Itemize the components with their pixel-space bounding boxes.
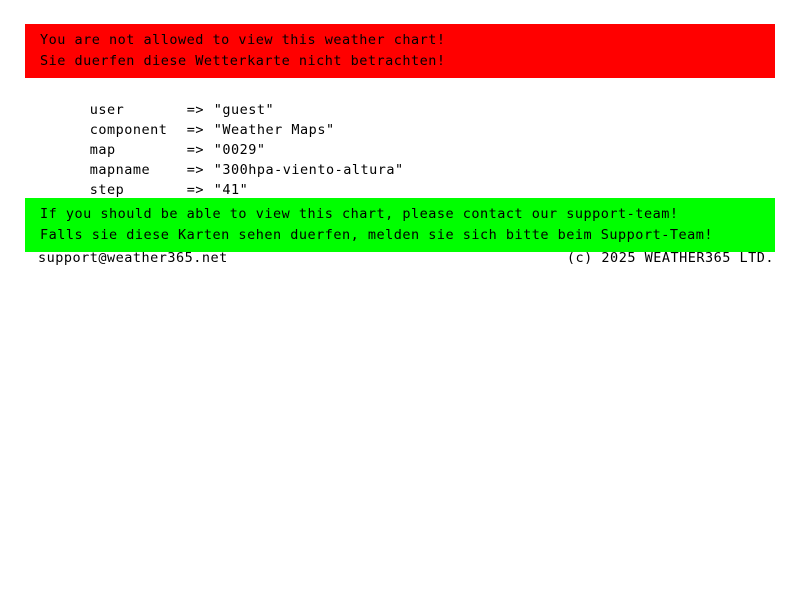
parameter-value: "0029" <box>213 142 266 158</box>
info-banner <box>25 198 775 252</box>
parameter-key: map <box>89 142 116 158</box>
support-email-link[interactable]: support@weather365.net <box>38 250 228 266</box>
parameter-value: "Weather Maps" <box>213 122 335 138</box>
parameter-key: component <box>89 122 168 138</box>
parameter-key: user <box>89 102 125 118</box>
parameter-arrow: => <box>186 182 205 198</box>
parameter-value: "41" <box>213 182 249 198</box>
parameter-key: step <box>89 182 125 198</box>
info-banner-line-de: Falls sie diese Karten sehen duerfen, melden sie sich bitte beim Support-Team! <box>40 227 713 243</box>
footer <box>38 250 774 266</box>
error-banner-line-en: You are not allowed to view this weather chart! <box>40 32 446 48</box>
parameter-value: "300hpa-viento-altura" <box>213 162 404 178</box>
parameter-arrow: => <box>186 162 205 178</box>
error-banner <box>25 24 775 78</box>
info-banner-line-en: If you should be able to view this chart, please contact our support-team! <box>40 206 679 222</box>
parameter-list <box>38 80 404 198</box>
parameter-key: mapname <box>89 162 151 178</box>
error-banner-line-de: Sie duerfen diese Wetterkarte nicht betrachten! <box>40 53 446 69</box>
parameter-value: "guest" <box>213 102 275 118</box>
parameter-row-user <box>38 80 404 118</box>
parameter-arrow: => <box>186 102 205 118</box>
parameter-arrow: => <box>186 122 205 138</box>
copyright-text: (c) 2025 WEATHER365 LTD. <box>566 250 774 266</box>
parameter-arrow: => <box>186 142 205 158</box>
